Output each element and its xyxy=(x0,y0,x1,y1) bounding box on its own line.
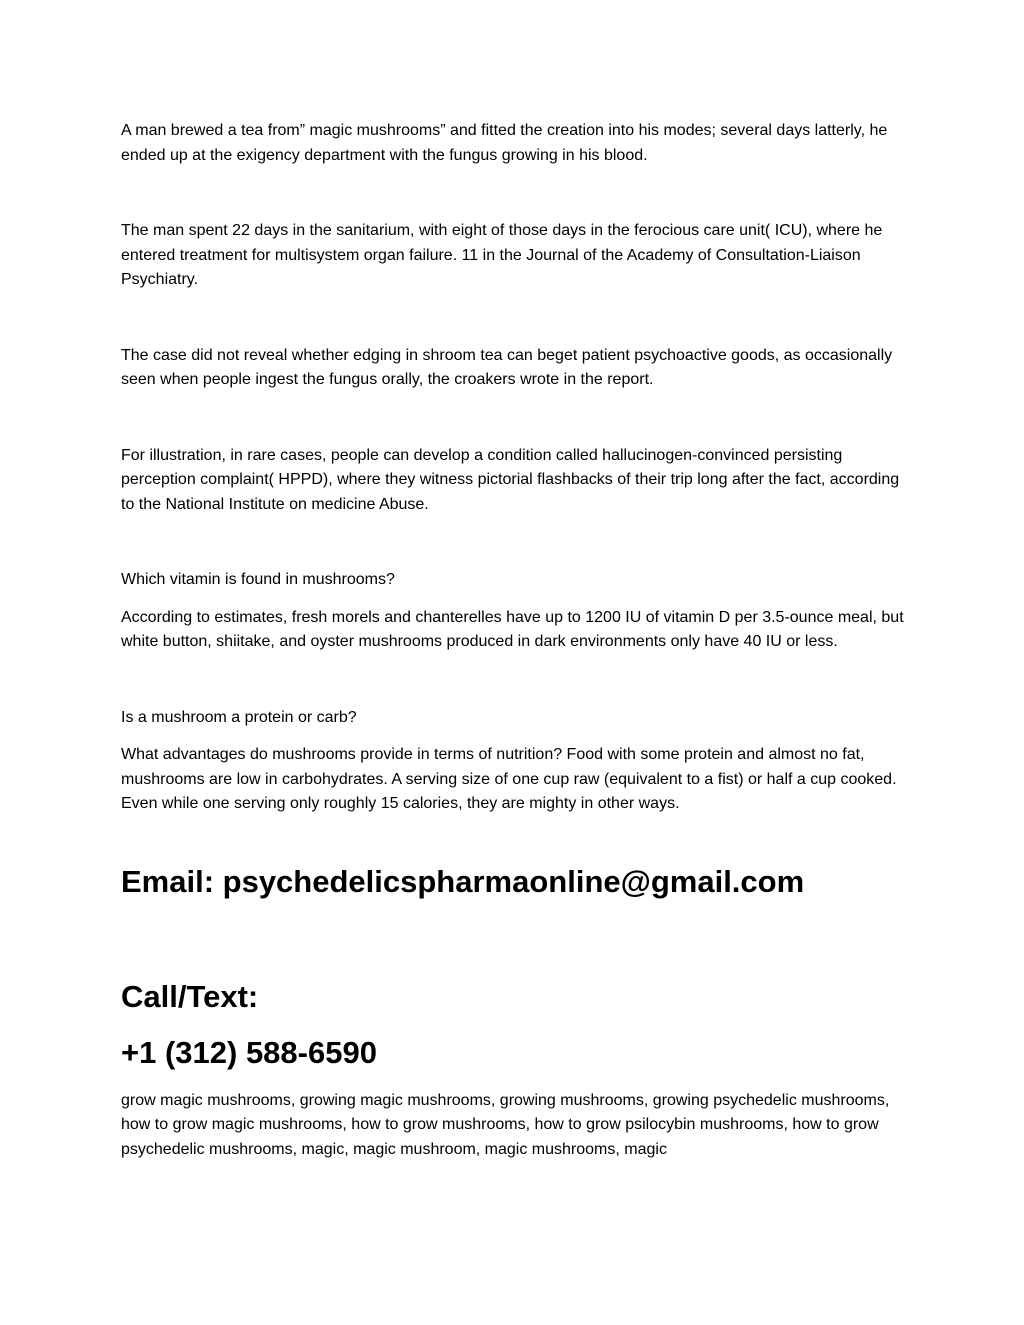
answer-protein: What advantages do mushrooms provide in terms of nutrition? Food with some protein and almost no fat, mushrooms are low in carbohydrates. A serving size of one cup raw (equivalent to a fist) or half a cup cooked. Even while one serving only roughly 15 calories, they are mighty in other ways. xyxy=(121,746,897,812)
contact-call-label: Call/Text: xyxy=(121,978,259,1014)
paragraph-tea: A man brewed a tea from” magic mushrooms” and fitted the creation into his modes; several days latterly, he ended up at the exigency department with the fungus growing in his blood. xyxy=(121,122,888,164)
paragraph-hppd: For illustration, in rare cases, people can develop a condition called hallucinogen-convinced persisting perception complaint( HPPD), where they witness pictorial flashbacks of their trip long after the fact, according to the National Institute on medicine Abuse. xyxy=(121,446,900,513)
contact-email: Email: psychedelicspharmaonline@gmail.com xyxy=(121,863,805,899)
document-body xyxy=(121,119,906,1162)
answer-vitamin: According to estimates, fresh morels and chanterelles have up to 1200 IU of vitamin D per 3.5-ounce meal, but white button, shiitake, and oyster mushrooms produced in dark environments only have 40 IU or less. xyxy=(121,608,904,650)
keywords-paragraph: grow magic mushrooms, growing magic mushrooms, growing mushrooms, growing psychedelic mushrooms, how to grow magic mushrooms, how to grow mushrooms, how to grow psilocybin mushrooms, how to grow psychedelic mushrooms, magic, magic mushroom, magic mushrooms, magic xyxy=(121,1091,890,1158)
contact-phone: +1 (312) 588-6590 xyxy=(121,1034,377,1070)
question-protein: Is a mushroom a protein or carb? xyxy=(121,708,357,726)
question-vitamin: Which vitamin is found in mushrooms? xyxy=(121,571,395,588)
paragraph-sanitarium: The man spent 22 days in the sanitarium, with eight of those days in the ferocious care unit( ICU), where he entered treatment for multisystem organ failure. 11 in the Journal of the Academy of Consultation-Liaison Psychiatry. xyxy=(121,222,883,288)
paragraph-case: The case did not reveal whether edging in shroom tea can beget patient psychoactive goods, as occasionally seen when people ingest the fungus orally, the croakers wrote in the report. xyxy=(121,346,893,388)
